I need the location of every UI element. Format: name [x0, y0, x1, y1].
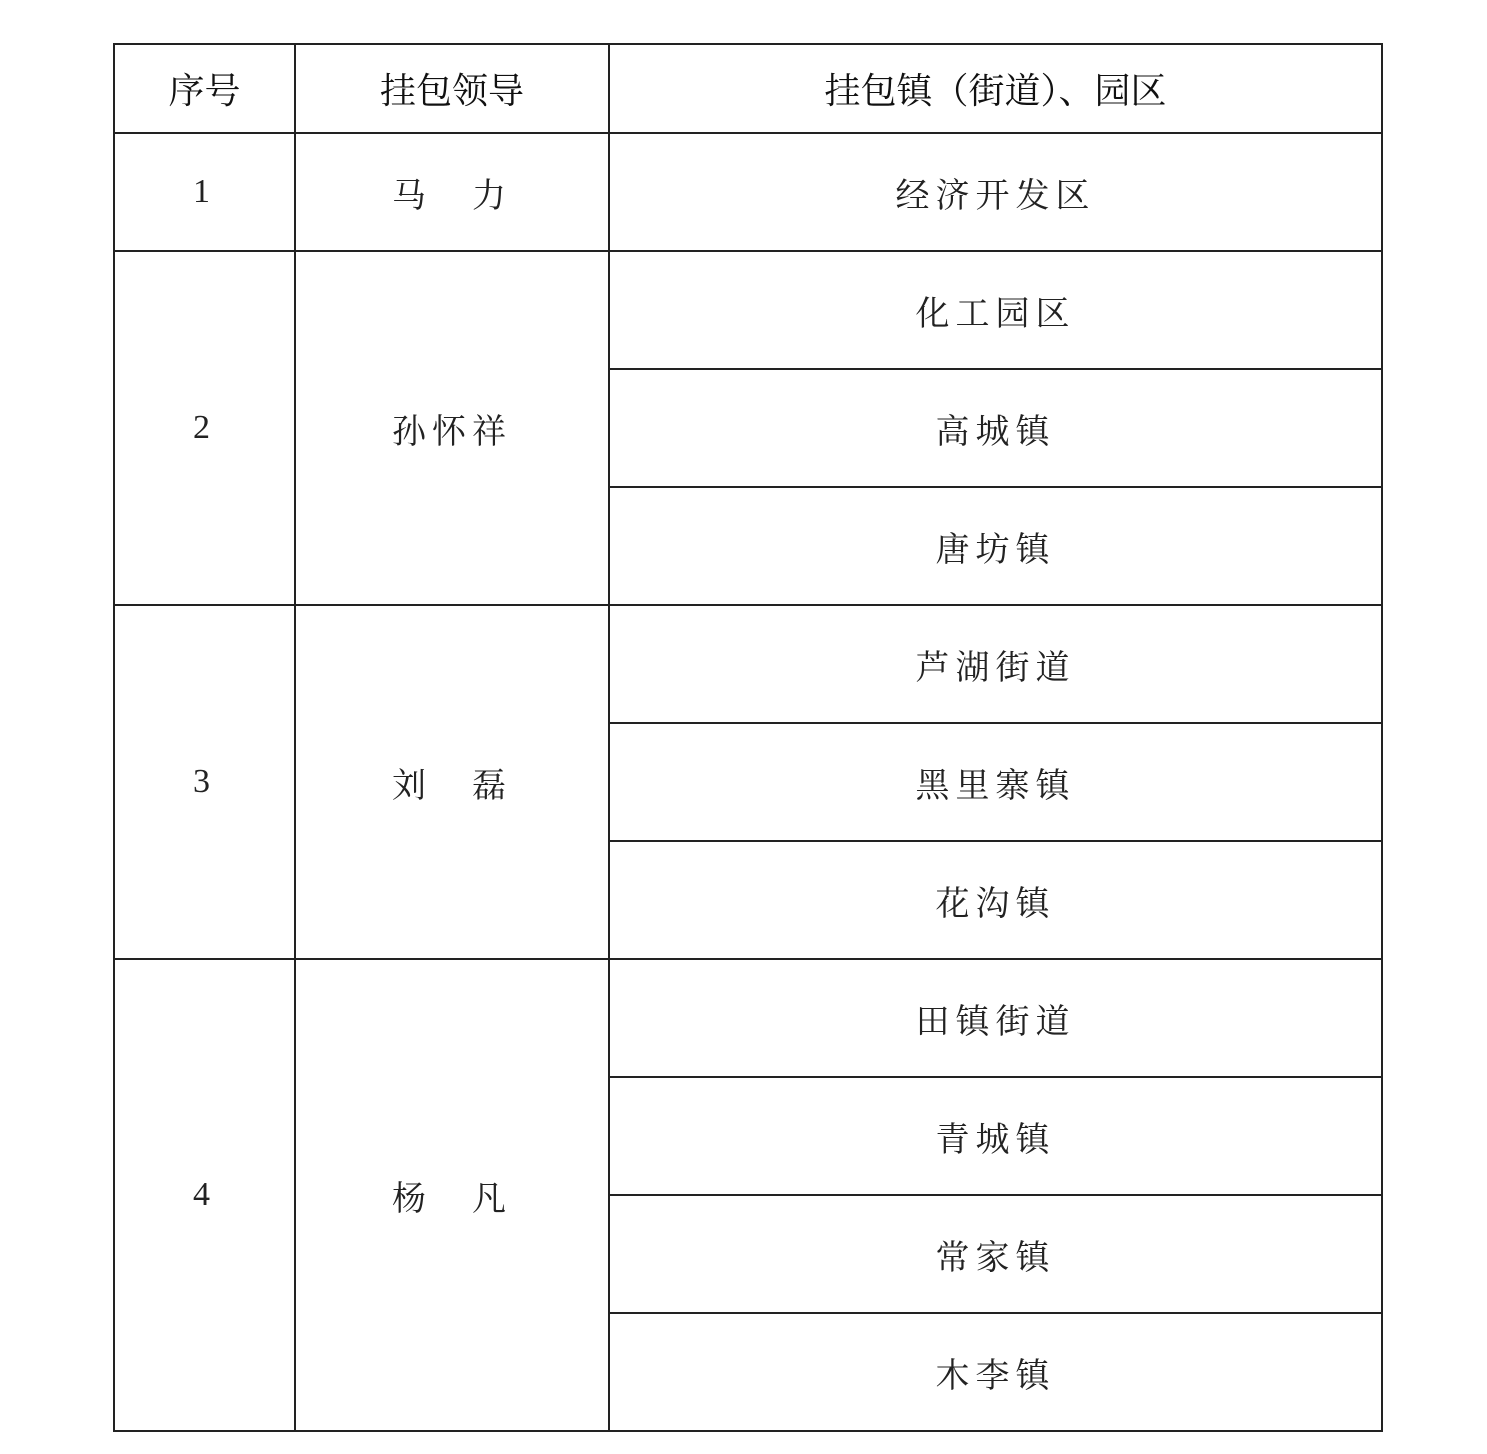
row-index: 2: [114, 251, 295, 605]
leader-name: 刘 磊: [295, 605, 609, 959]
row-index: 1: [114, 133, 295, 251]
table-row: [114, 605, 1382, 723]
table-row: [114, 959, 1382, 1077]
area-cell: 花沟镇: [609, 841, 1382, 959]
header-row: [114, 44, 1382, 133]
row-index: 4: [114, 959, 295, 1431]
leader-name: 孙怀祥: [295, 251, 609, 605]
table-row: [114, 251, 1382, 369]
area-cell: 青城镇: [609, 1077, 1382, 1195]
area-cell: 常家镇: [609, 1195, 1382, 1313]
leader-name: 马 力: [295, 133, 609, 251]
area-cell: 木李镇: [609, 1313, 1382, 1431]
area-cell: 化工园区: [609, 251, 1382, 369]
leader-name: 杨 凡: [295, 959, 609, 1431]
leader-assignment-table: [113, 43, 1383, 1432]
area-cell: 唐坊镇: [609, 487, 1382, 605]
header-leader: 挂包领导: [295, 44, 609, 133]
area-cell: 黑里寨镇: [609, 723, 1382, 841]
area-cell: 芦湖街道: [609, 605, 1382, 723]
header-area: 挂包镇（街道）、园区: [609, 44, 1382, 133]
row-index: 3: [114, 605, 295, 959]
table-row: [114, 133, 1382, 251]
area-cell: 田镇街道: [609, 959, 1382, 1077]
area-cell: 高城镇: [609, 369, 1382, 487]
area-cell: 经济开发区: [609, 133, 1382, 251]
header-index: 序号: [114, 44, 295, 133]
